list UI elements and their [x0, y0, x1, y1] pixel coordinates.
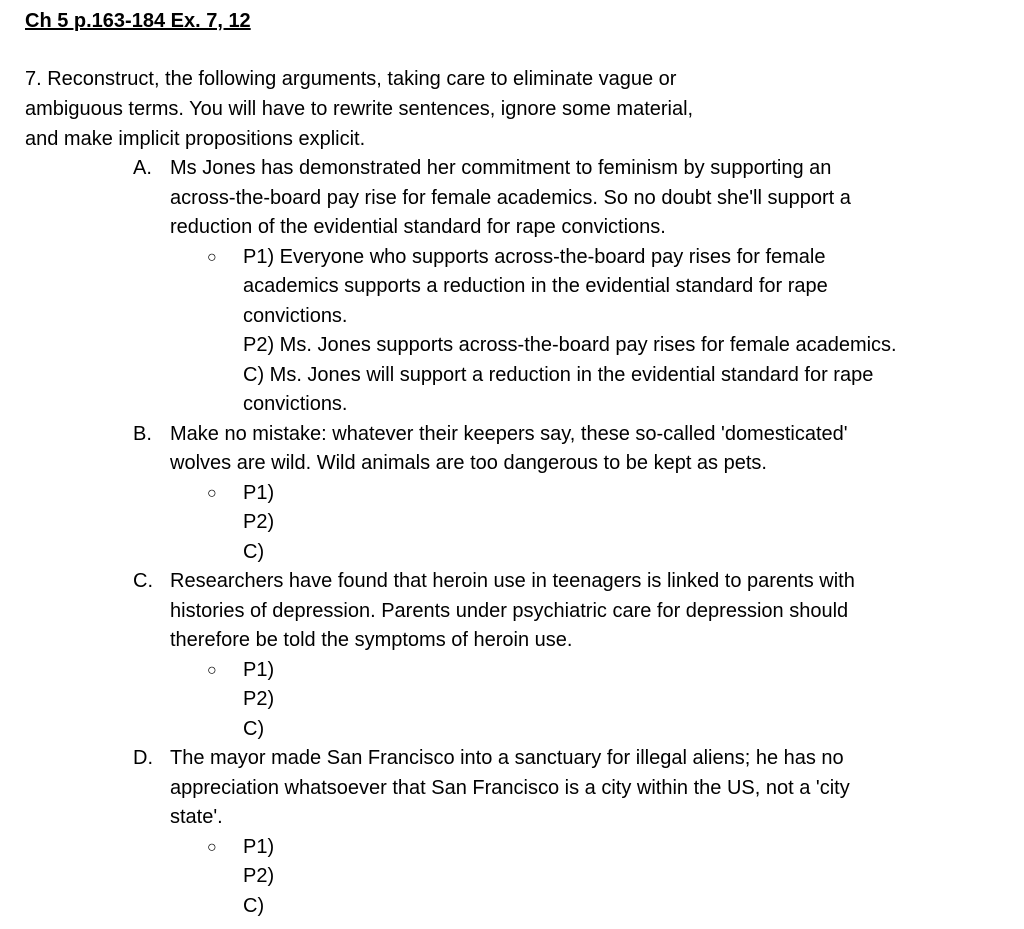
sub-list-b [0, 479, 1024, 568]
sub-list-c [0, 656, 1024, 745]
item-line: appreciation whatsoever that San Francisco is a city within the US, not a 'city [170, 776, 850, 799]
item-line: state'. [170, 806, 223, 828]
item-line: therefore be told the symptoms of heroin use. [170, 629, 573, 651]
page-title: Ch 5 p.163-184 Ex. 7, 12 [25, 10, 251, 32]
intro-line: ambiguous terms. You will have to rewrite sentences, ignore some material, [25, 98, 694, 120]
conclusion-line: convictions. [243, 393, 348, 415]
premise-line: P1) [243, 481, 275, 504]
circle-bullet-icon: ○ [207, 484, 217, 502]
item-line: reduction of the evidential standard for rape convictions. [170, 216, 666, 238]
item-line: The mayor made San Francisco into a sanctuary for illegal aliens; he has no [170, 747, 844, 769]
intro-line: and make implicit propositions explicit. [25, 128, 366, 150]
item-line: Make no mistake: whatever their keepers say, these so-called 'domesticated' [170, 422, 848, 445]
premise-line: P1) [243, 835, 275, 858]
sub-text [243, 243, 1024, 420]
circle-bullet-icon: ○ [207, 661, 217, 679]
premise-line: P1) Everyone who supports across-the-board pay rises for female [243, 245, 826, 268]
premise-line: P2) Ms. Jones supports across-the-board pay rises for female academics. [243, 334, 897, 356]
item-line: Ms Jones has demonstrated her commitment to feminism by supporting an [170, 157, 832, 179]
sub-text [243, 479, 1024, 568]
item-marker: A. [133, 157, 152, 179]
sub-text [243, 656, 1024, 745]
item-text [170, 567, 1024, 656]
list-item-d [0, 744, 1024, 833]
premise-line: P2) [243, 865, 275, 887]
premise-line: convictions. [243, 304, 348, 327]
item-marker: C. [133, 570, 153, 592]
conclusion-line: C) [243, 894, 265, 917]
intro-line: 7. Reconstruct, the following arguments, taking care to eliminate vague or [25, 68, 677, 90]
circle-bullet-icon: ○ [207, 248, 217, 266]
exercise-intro [25, 64, 693, 154]
premise-line: P2) [243, 688, 275, 710]
item-text [170, 744, 1024, 833]
item-marker: D. [133, 747, 153, 769]
premise-line: P2) [243, 511, 275, 533]
item-line: histories of depression. Parents under psychiatric care for depression should [170, 599, 849, 622]
item-line: across-the-board pay rise for female academics. So no doubt she'll support a [170, 186, 851, 209]
item-line: Researchers have found that heroin use in teenagers is linked to parents with [170, 570, 855, 592]
item-text [170, 420, 1024, 479]
premise-line: academics supports a reduction in the evidential standard for rape [243, 275, 828, 297]
item-line: wolves are wild. Wild animals are too dangerous to be kept as pets. [170, 452, 767, 474]
sub-text [243, 833, 1024, 922]
sub-list-a [0, 243, 1024, 420]
item-marker: B. [133, 422, 152, 445]
premise-line: P1) [243, 658, 275, 681]
argument-list [0, 154, 1024, 921]
list-item-c [0, 567, 1024, 656]
list-item-b [0, 420, 1024, 479]
sub-list-d [0, 833, 1024, 922]
conclusion-line: C) [243, 540, 265, 563]
circle-bullet-icon: ○ [207, 838, 217, 856]
item-text [170, 154, 1024, 243]
conclusion-line: C) Ms. Jones will support a reduction in the evidential standard for rape [243, 363, 874, 386]
conclusion-line: C) [243, 717, 265, 740]
list-item-a [0, 154, 1024, 243]
